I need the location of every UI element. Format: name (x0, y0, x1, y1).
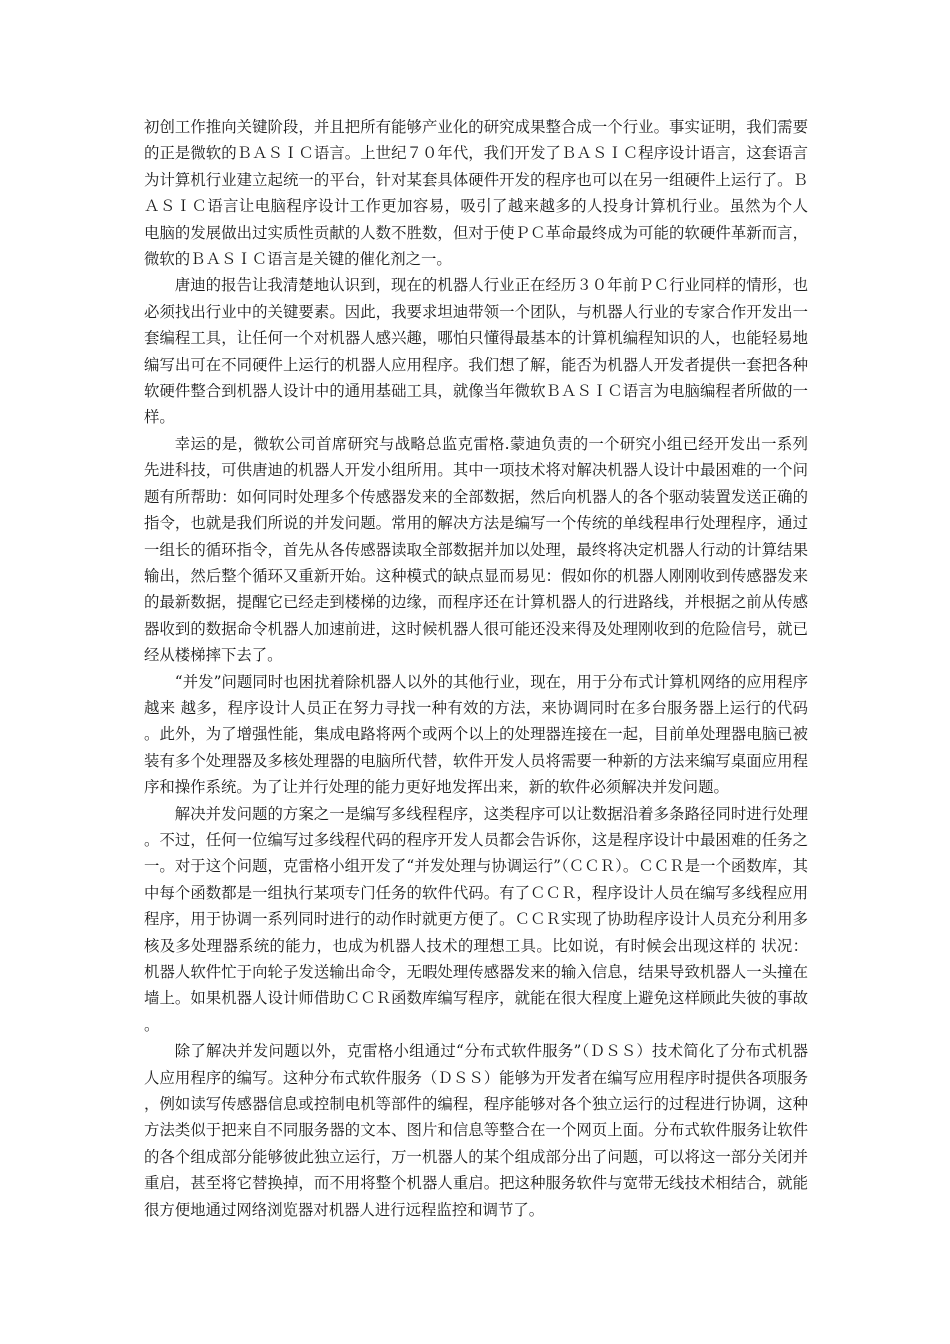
paragraph-5: 解决并发问题的方案之一是编写多线程程序，这类程序可以让数据沿着多条路径同时进行处理。不过，任何一位编写过多线程代码的程序开发人员都会告诉你，这是程序设计中最困难的任务之一。对于这个问题，克雷格小组开发了“并发处理与协调运行”（ＣＣＲ）。ＣＣＲ是一个函数库，其中每个函数都是一组执行某项专门任务的软件代码。有了ＣＣＲ，程序设计人员在编写多线程应用程序，用于协调一系列同时进行的动作时就更方便了。ＣＣＲ实现了协助程序设计人员充分利用多核及多处理器系统的能力，也成为机器人技术的理想工具。比如说，有时候会出现这样的 状况：机器人软件忙于向轮子发送输出命令，无暇处理传感器发来的输入信息，结果导致机器人一头撞在墙上。如果机器人设计师借助ＣＣＲ函数库编写程序，就能在很大程度上避免这样顾此失彼的事故。 (144, 804, 808, 1034)
paragraph-2: 唐迪的报告让我清楚地认识到，现在的机器人行业正在经历３０年前ＰＣ行业同样的情形，也必须找出行业中的关键要素。因此，我要求坦迪带领一个团队，与机器人行业的专家合作开发出一套编程工具，让任何一个对机器人感兴趣，哪怕只懂得最基本的计算机编程知识的人，也能轻易地编写出可在不同硬件上运行的机器人应用程序。我们想了解，能否为机器人开发者提供一套把各种软硬件整合到机器人设计中的通用基础工具，就像当年微软ＢＡＳＩＣ语言为电脑编程者所做的一样。 (144, 276, 808, 427)
paragraph-3: 幸运的是，微软公司首席研究与战略总监克雷格.蒙迪负责的一个研究小组已经开发出一系列先进科技，可供唐迪的机器人开发小组所用。其中一项技术将对解决机器人设计中最困难的一个问题有所帮助：如何同时处理多个传感器发来的全部数据，然后向机器人的各个驱动装置发送正确的指令，也就是我们所说的并发问题。常用的解决方法是编写一个传统的单线程串行处理程序，通过一组长的循环指令，首先从各传感器读取全部数据并加以处理，最终将决定机器人行动的计算结果输出，然后整个循环又重新开始。这种模式的缺点显而易见：假如你的机器人刚刚收到传感器发来的最新数据，提醒它已经走到楼梯的边缘，而程序还在计算机器人的行进路线，并根据之前从传感器收到的数据命令机器人加速前进，这时候机器人很可能还没来得及处理刚收到的危险信号，就已经从楼梯摔下去了。 (144, 434, 808, 665)
document-body (144, 114, 808, 1223)
paragraph-1: 初创工作推向关键阶段，并且把所有能够产业化的研究成果整合成一个行业。事实证明，我们需要的正是微软的ＢＡＳＩＣ语言。上世纪７０年代，我们开发了ＢＡＳＩＣ程序设计语言，这套语言为计算机行业建立起统一的平台，针对某套具体硬件开发的程序也可以在另一组硬件上运行了。ＢＡＳＩＣ语言让电脑程序设计工作更加容易，吸引了越来越多的人投身计算机行业。虽然为个人 电脑的发展做出过实质性贡献的人数不胜数，但对于使ＰＣ革命最终成为可能的软硬件革新而言，微软的ＢＡＳＩＣ语言是关键的催化剂之一。 (144, 118, 808, 269)
paragraph-6: 除了解决并发问题以外，克雷格小组通过“分布式软件服务”（ＤＳＳ）技术简化了分布式机器人应用程序的编写。这种分布式软件服务（ＤＳＳ）能够为开发者在编写应用程序时提供各项服务，例如读写传感器信息或控制电机等部件的编程，程序能够对各个独立运行的过程进行协调，这种方法类似于把来自不同服务器的文本、图片和信息等整合在一个网页上面。分布式软件服务让软件的各个组成部分能够彼此独立运行，万一机器人的某个组成部分出了问题，可以将这一部分关闭并重启，甚至将它替换掉，而不用将整个机器人重启。把这种服务软件与宽带无线技术相结合，就能很方便地通过网络浏览器对机器人进行远程监控和调节了。 (144, 1042, 808, 1219)
paragraph-4: “并发”问题同时也困扰着除机器人以外的其他行业，现在，用于分布式计算机网络的应用程序越来 越多，程序设计人员正在努力寻找一种有效的方法，来协调同时在多台服务器上运行的代码。此外，为了增强性能，集成电路将两个或两个以上的处理器连接在一起，目前单处理器电脑已被装有多个处理器及多核处理器的电脑所代替，软件开发人员将需要一种新的方法来编写桌面应用程序和操作系统。为了让并行处理的能力更好地发挥出来，新的软件必须解决并发问题。 (144, 672, 808, 797)
